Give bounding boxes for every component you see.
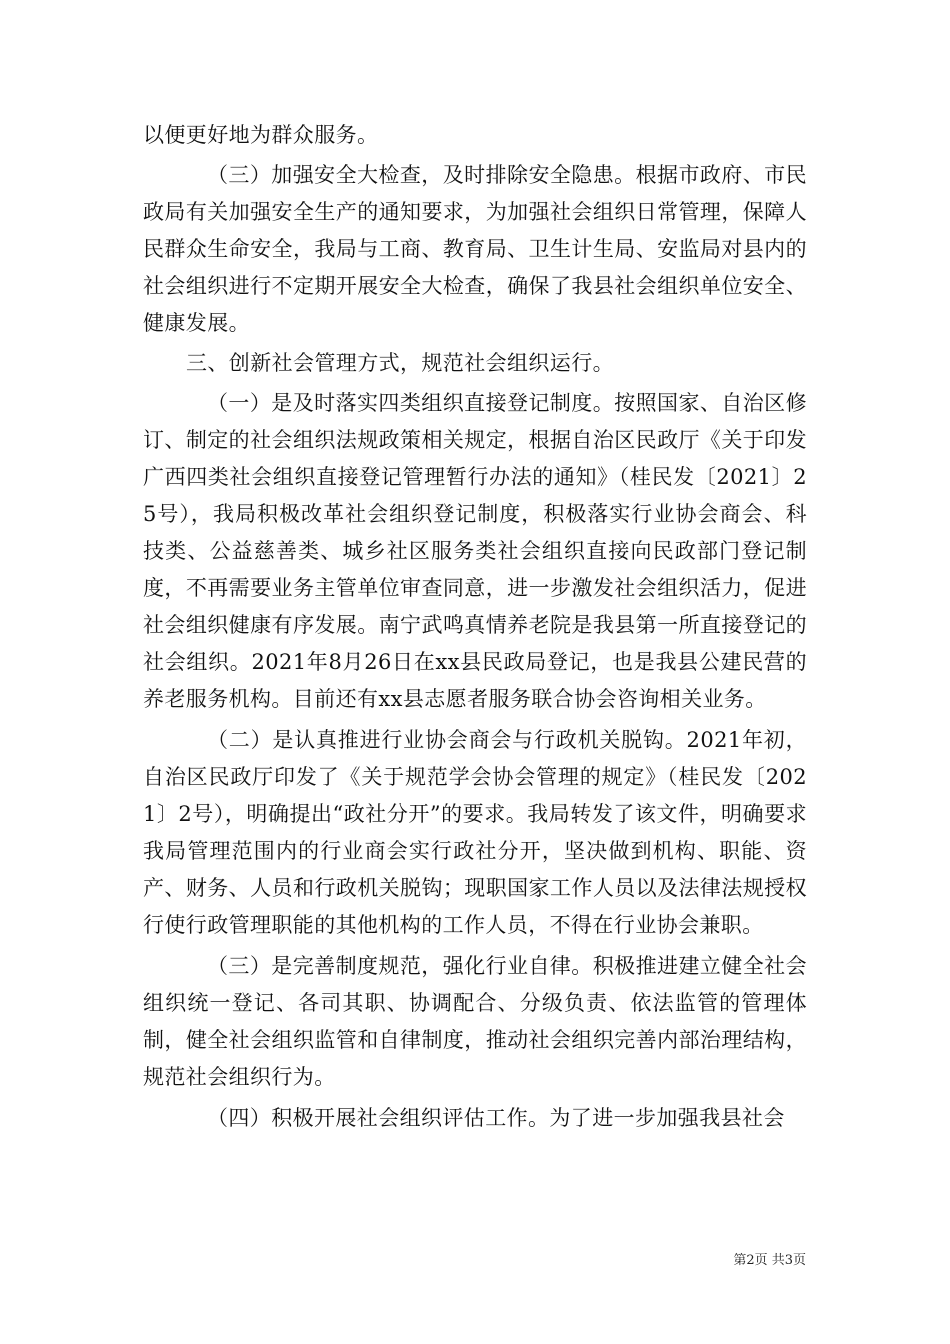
section-heading-innovation: 三、创新社会管理方式，规范社会组织运行。	[186, 351, 614, 375]
paragraph-direct-registration: （一）是及时落实四类组织直接登记制度。按照国家、自治区修订、制定的社会组织法规政策相关规定，根据自治区民政厅《关于印发广西四类社会组织直接登记管理暂行办法的通知》（桂民发〔2021〕25号），我局积极改革社会组织登记制度，积极落实行业协会商会、科技类、公益慈善类、城乡社区服务类社会组织直接向民政部门登记制度，不再需要业务主管单位审查同意，进一步激发社会组织活力，促进社会组织健康有序发展。南宁武鸣真情养老院是我县第一所直接登记的社会组织。2021年8月26日在xx县民政局登记，也是我县公建民营的养老服务机构。目前还有xx县志愿者服务联合协会咨询相关业务。	[143, 391, 807, 711]
paragraph-evaluation: （四）积极开展社会组织评估工作。为了进一步加强我县社会	[207, 1106, 785, 1130]
paragraph-safety-inspection: （三）加强安全大检查，及时排除安全隐患。根据市政府、市民政局有关加强安全生产的通知要求，为加强社会组织日常管理，保障人民群众生命安全，我局与工商、教育局、卫生计生局、安监局对县内的社会组织进行不定期开展安全大检查，确保了我县社会组织单位安全、健康发展。	[143, 163, 807, 335]
document-body	[143, 117, 807, 1137]
paragraph-decoupling: （二）是认真推进行业协会商会与行政机关脱钩。2021年初，自治区民政厅印发了《关于规范学会协会管理的规定》（桂民发〔2021〕2号），明确提出“政社分开”的要求。我局转发了该文件，明确要求我局管理范围内的行业商会实行政社分开，坚决做到机构、职能、资产、财务、人员和行政机关脱钩；现职国家工作人员以及法律法规授权行使行政管理职能的其他机构的工作人员，不得在行业协会兼职。	[143, 728, 807, 937]
paragraph-self-discipline: （三）是完善制度规范，强化行业自律。积极推进建立健全社会组织统一登记、各司其职、协调配合、分级负责、依法监管的管理体制，健全社会组织监管和自律制度，推动社会组织完善内部治理结构，规范社会组织行为。	[143, 954, 807, 1089]
paragraph-continuation: 以便更好地为群众服务。	[143, 123, 379, 147]
page-number-footer: 第2页 共3页	[733, 1253, 806, 1268]
